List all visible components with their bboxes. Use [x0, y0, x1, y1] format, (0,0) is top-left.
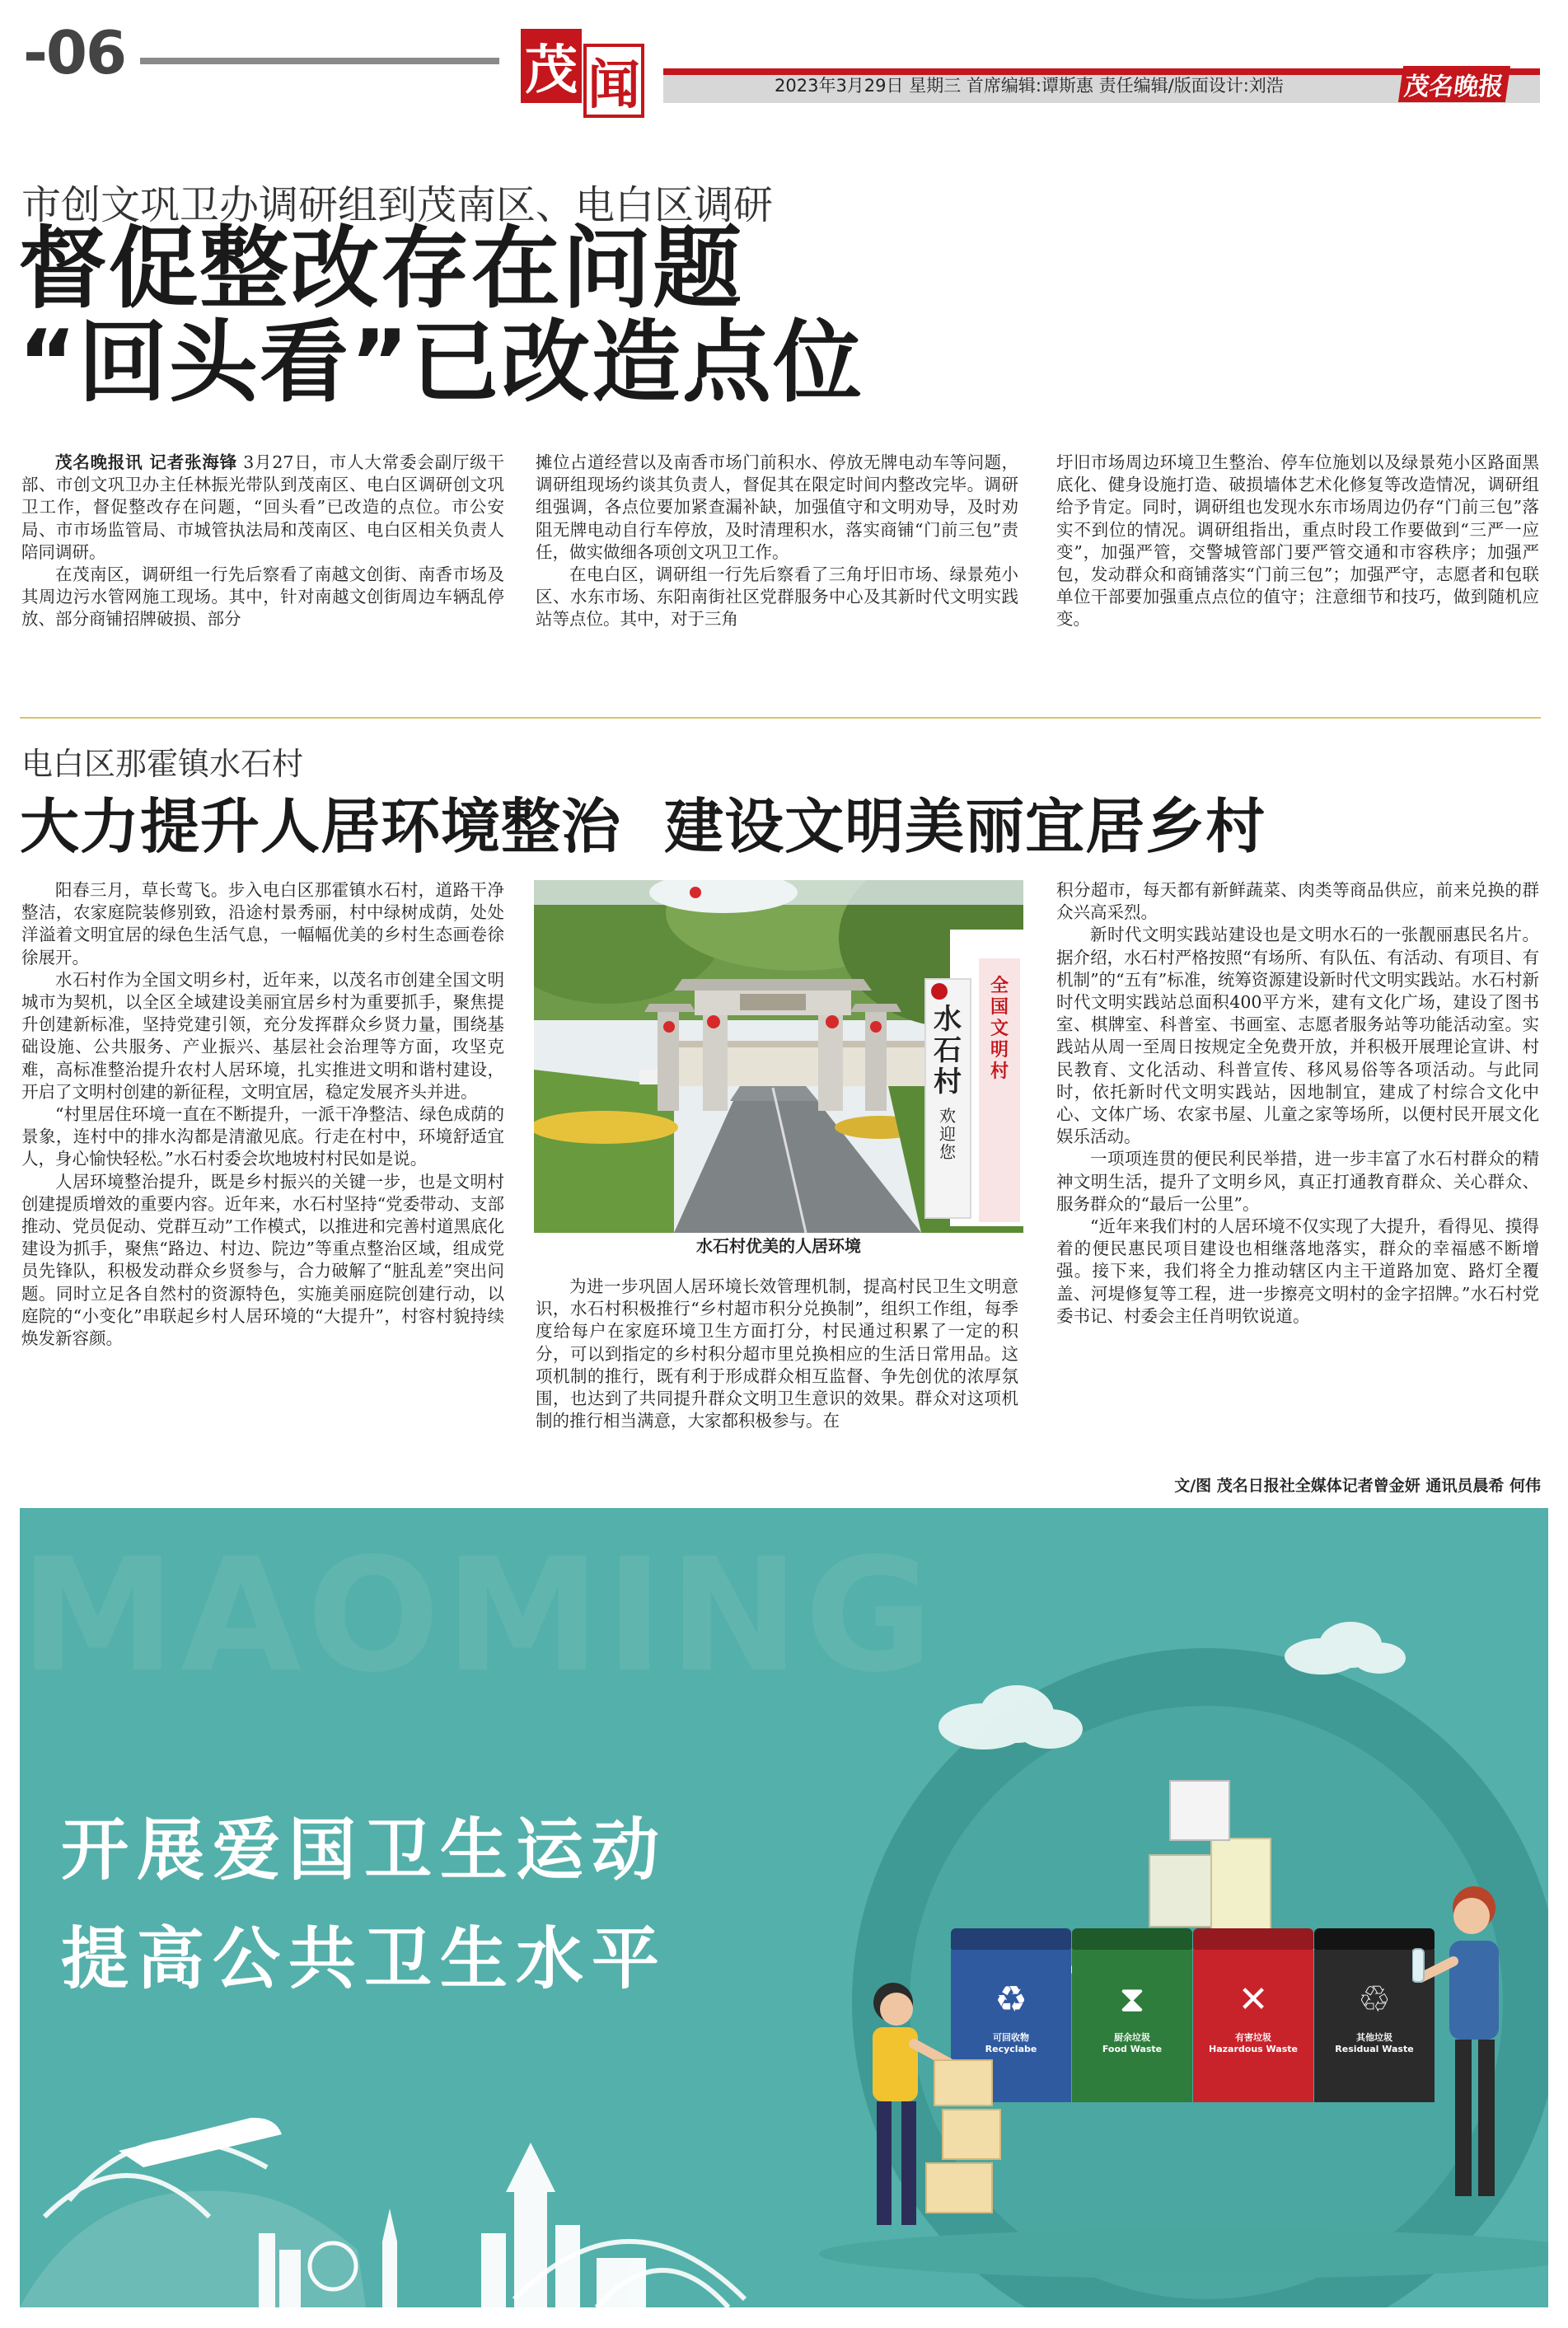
recycle-icon: ♲ — [1358, 1979, 1391, 2021]
bin-hazardous — [1193, 1928, 1313, 2102]
sign-village-name: 水石村 — [934, 1003, 962, 1098]
stacked-box — [1149, 1854, 1218, 1928]
person-holding-bottle-illustration — [1412, 1871, 1528, 2225]
bin-label-cn: 厨余垃圾 — [1114, 2032, 1150, 2043]
village-photo — [534, 880, 1023, 1233]
banner-watermark: MAOMING — [20, 1525, 938, 1707]
article1-paragraph: 圩旧市场周边环境卫生整治、停车位施划以及绿景苑小区路面黑底化、健身设施打造、破损墙体艺术化修复等改造情况，调研组给予肯定。同时，调研组也发现水东市场周边仍存“门前三包”落实不到位的情况。调研组指出，重点时段工作要做到“三严一应变”，加强严管，交警城管部门要严管交通和市容秩序；加强严包，发动群众和商铺落实“门前三包”；加强严守，志愿者和包联单位干部要加强重点点位的值守；注意细节和技巧，做到随机应变。 — [1056, 452, 1539, 630]
stacked-box — [1210, 1838, 1271, 1932]
bin-label-en: Food Waste — [1102, 2044, 1163, 2054]
sign-civilized-village: 全国文明村 — [990, 975, 1009, 1082]
section-char-2: 闻 — [583, 44, 644, 118]
bin-label-cn: 可回收物 — [993, 2032, 1029, 2043]
hourglass-icon: ⧗ — [1119, 1979, 1145, 2021]
recycle-icon: ♻ — [995, 1979, 1027, 2021]
article2-column-3 — [1056, 879, 1539, 1328]
article2-headline: 大力提升人居环境整治 建设文明美丽宜居乡村 — [20, 792, 1266, 861]
stacked-box — [1169, 1780, 1230, 1841]
article1-column-1 — [21, 452, 504, 631]
article1-column-3 — [1056, 452, 1539, 631]
health-campaign-banner — [20, 1508, 1548, 2307]
article1-paragraph: 在茂南区，调研组一行先后察看了南越文创街、南香市场及其周边污水管网施工现场。其中，针对南越文创街周边车辆乱停放、部分商铺招牌破损、部分 — [21, 564, 504, 630]
section-char-1: 茂 — [521, 29, 582, 103]
bin-label-en: Hazardous Waste — [1209, 2044, 1298, 2054]
bin-label-en: Recyclabe — [985, 2044, 1037, 2054]
article2-paragraph: 一项项连贯的便民利民举措，进一步丰富了水石村群众的精神文明生活，提升了文明乡风，真正打通教育群众、关心群众、服务群众的“最后一公里”。 — [1056, 1149, 1539, 1214]
article2-paragraph: 水石村作为全国文明乡村，近年来，以茂名市创建全国文明城市为契机，以全区全域建设美丽宜居乡村为重要抓手，聚焦提升创建新标准，坚持党建引领，充分发挥群众乡贤力量，围绕基础设施、公共服务、产业振兴、基层社会治理等方面，攻坚克难，高标准整治提升农村人居环境，扎实推进文明和谐村建设，开启了文明村创建的新征程，文明宜居，稳定发展齐头并进。 — [21, 969, 504, 1102]
bin-label-cn: 其他垃圾 — [1356, 2032, 1392, 2043]
article1-paragraph: 摊位占道经营以及南香市场门前积水、停放无牌电动车等问题，调研组现场约谈其负责人，督促其在限定时间内整改完毕。调研组强调，各点位要加紧查漏补缺，加强值守和文明劝导，及时劝阻无牌电动自行车停放，及时清理积水，落实商铺“门前三包”责任，做实做细各项创文巩卫工作。 — [536, 452, 1018, 562]
article2-kicker: 电白区那霍镇水石村 — [21, 746, 304, 782]
newspaper-logo: 茂名晚报 — [1398, 66, 1510, 102]
article2-paragraph: “村里居住环境一直在不断提升，一派干净整洁、绿色成荫的景象，连村中的排水沟都是清澈见底。行走在村中，环境舒适宜人，身心愉快轻松。”水石村委会坎地坡村村民如是说。 — [21, 1104, 504, 1169]
hazard-icon: ✕ — [1238, 1979, 1269, 2021]
bin-label-cn: 有害垃圾 — [1235, 2032, 1271, 2043]
banner-slogan-line1: 开展爱国卫生运动 — [61, 1811, 668, 1890]
article1-paragraph: 在电白区，调研组一行先后察看了三角圩旧市场、绿景苑小区、水东市场、东阳南街社区党群服务中心及其新时代文明实践站等点位。其中，对于三角 — [536, 564, 1018, 630]
article1-paragraph: 3月27日，市人大常委会副厅级干部、市创文巩卫办主任林振光带队到茂南区、电白区调研创文巩卫工作，督促整改存在问题，“回头看”已改造的点位。市公安局、市市场监管局、市城管执法局和茂南区、电白区相关负责人陪同调研。 — [21, 452, 504, 562]
issue-info: 2023年3月29日 星期三 首席编辑:谭斯惠 责任编辑/版面设计:刘浩 — [775, 76, 1284, 96]
article1-column-2 — [536, 452, 1018, 631]
article2-paragraph: “近年来我们村的人居环境不仅实现了大提升，看得见、摸得着的便民惠民项目建设也相继落地落实，群众的幸福感不断增强。接下来，我们将全力推动辖区内主干道路加宽、路灯全覆盖、河堤修复等工程，进一步擦亮文明村的金字招牌。”水石村党委书记、村委会主任肖明钦说道。 — [1056, 1216, 1539, 1326]
article2-column-1 — [21, 879, 504, 1350]
masthead-divider — [140, 58, 499, 64]
article-separator — [20, 717, 1541, 719]
banner-slogan-line2: 提高公共卫生水平 — [61, 1920, 668, 1998]
article2-paragraph: 为进一步巩固人居环境长效管理机制，提高村民卫生文明意识，水石村积极推行“乡村超市积分兑换制”，组织工作组，每季度给每户在家庭环境卫生方面打分，村民通过积累了一定的积分，可以到指定的乡村积分超市里兑换相应的生活日常用品。这项机制的推行，既有利于形成群众相互监督、争先创优的浓厚氛围，也达到了共同提升群众文明卫生意识的效果。群众对这项机制的推行相当满意，大家都积极参与。在 — [536, 1276, 1018, 1431]
sign-welcome: 欢迎您 — [939, 1106, 956, 1162]
photo-caption: 水石村优美的人居环境 — [696, 1236, 861, 1256]
article2-credit: 文/图 茂名日报社全媒体记者曾金妍 通讯员晨希 何伟 — [1174, 1477, 1541, 1495]
page-number: -06 — [23, 18, 126, 87]
article2-column-2 — [536, 1276, 1018, 1432]
article2-paragraph: 新时代文明实践站建设也是文明水石的一张靓丽惠民名片。据介绍，水石村严格按照“有场所、有队伍、有活动、有项目、有机制”的“五有”标准，统筹资源建设新时代文明实践站。水石村新时代文明实践站总面积400平方米，建有文化广场，建设了图书室、棋牌室、科普室、书画室、志愿者服务站等功能活动室。实践站从周一至周日按规定全免费开放，并积极开展理论宣讲、村民教育、文化活动、科普宣传、移风易俗等各项活动。与此同时，依托新时代文明实践站，因地制宜，建成了村综合文化中心、文体广场、农家书屋、儿童之家等场所，以便村民开展文化娱乐活动。 — [1056, 925, 1539, 1147]
article1-headline-line2: “回头看”已改造点位 — [18, 311, 864, 415]
person-carrying-boxes-illustration — [835, 1970, 1017, 2250]
bin-food-waste — [1072, 1928, 1192, 2102]
article1-byline: 茂名晚报讯 记者张海锋 — [55, 452, 237, 472]
article1-headline — [18, 218, 957, 415]
article2-paragraph: 积分超市，每天都有新鲜蔬菜、肉类等商品供应，前来兑换的群众兴高采烈。 — [1056, 880, 1539, 923]
article1-headline-line1: 督促整改存在问题 — [18, 218, 744, 321]
article2-paragraph: 人居环境整治提升，既是乡村振兴的关键一步，也是文明村创建提质增效的重要内容。近年来，水石村坚持“党委带动、支部推动、党员促动、党群互动”工作模式，以推进和完善村道黑底化建设为抓手，聚焦“路边、村边、院边”等重点整治区域，组成党员先锋队，积极发动群众乡贤参与，合力破解了“脏乱差”突出问题。同时立足各自然村的资源特色，实施美丽庭院创建行动，以庭院的“小变化”串联起乡村人居环境的“大提升”，村容村貌持续焕发新容颜。 — [21, 1171, 504, 1349]
article1-kicker: 市创文巩卫办调研组到茂南区、电白区调研 — [21, 182, 774, 228]
article2-paragraph: 阳春三月，草长莺飞。步入电白区那霍镇水石村，道路干净整洁，农家庭院装修别致，沿途村景秀丽，村中绿树成荫，处处洋溢着文明宜居的绿色生活气息，一幅幅优美的乡村生态画卷徐徐展开。 — [21, 880, 504, 967]
bin-label-en: Residual Waste — [1335, 2044, 1414, 2054]
